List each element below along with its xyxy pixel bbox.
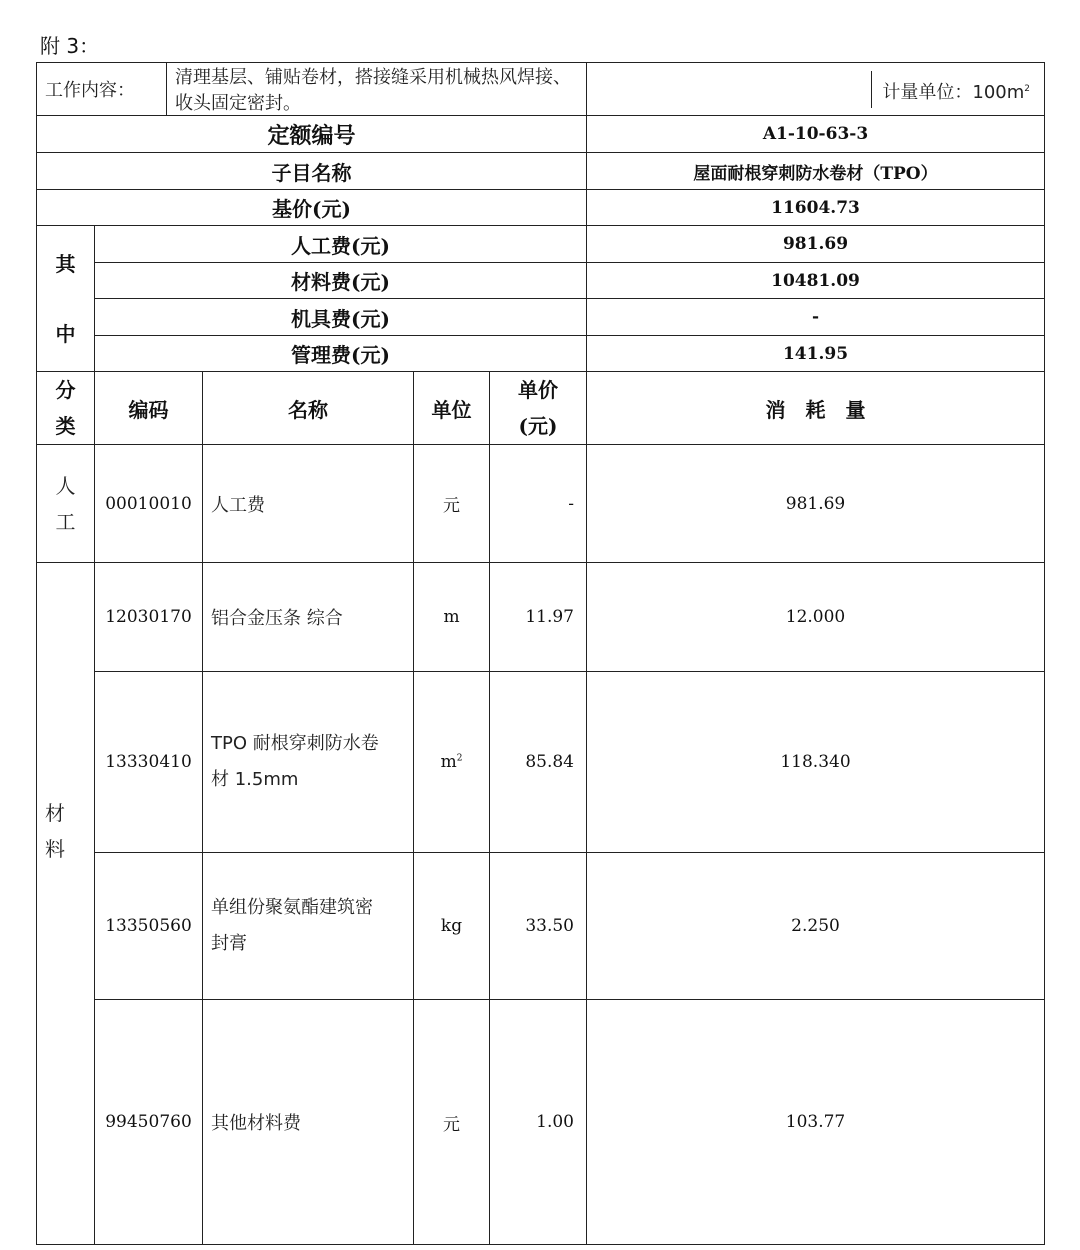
header-code: 编码 xyxy=(95,372,203,445)
among-top: 其 xyxy=(55,251,76,276)
table-row xyxy=(37,853,1045,1000)
among-bottom: 中 xyxy=(55,321,76,346)
category-labor-1: 人 xyxy=(55,473,76,498)
row-unit: 元 xyxy=(414,445,490,563)
row-unit xyxy=(414,672,490,853)
category-material-2: 料 xyxy=(45,837,65,861)
row-name: 其他材料费 xyxy=(203,1000,414,1245)
row-name-line2: 材 1.5mm xyxy=(211,769,299,790)
table-row xyxy=(37,563,1045,672)
row-name-line1: TPO 耐根穿刺防水卷 xyxy=(211,733,379,754)
work-content-text: 清理基层、铺贴卷材，搭接缝采用机械热风焊接、收头固定密封。 xyxy=(167,63,587,116)
row-name: 人工费 xyxy=(203,445,414,563)
header-category xyxy=(37,372,95,445)
row-code: 12030170 xyxy=(95,563,203,672)
mgmt-cost-row xyxy=(37,336,1045,372)
header-category-2: 类 xyxy=(55,414,76,438)
quota-number-label: 定额编号 xyxy=(37,116,587,153)
labor-cost-label: 人工费(元) xyxy=(95,226,587,263)
table-row xyxy=(37,445,1045,563)
row-code: 99450760 xyxy=(95,1000,203,1245)
table-row xyxy=(37,672,1045,853)
table-row xyxy=(37,1000,1045,1245)
header-category-1: 分 xyxy=(55,378,76,402)
row-name xyxy=(203,672,414,853)
row-unit-text: m xyxy=(440,752,457,772)
row-price: 11.97 xyxy=(490,563,587,672)
row-qty: 103.77 xyxy=(587,1000,1045,1245)
row-unit-sup: 2 xyxy=(456,753,463,764)
base-price-value: 11604.73 xyxy=(587,190,1045,226)
row-price: - xyxy=(490,445,587,563)
detail-header-row xyxy=(37,372,1045,445)
row-name-line1: 单组份聚氨酯建筑密 xyxy=(211,897,373,918)
row-price: 1.00 xyxy=(490,1000,587,1245)
mgmt-cost-value: 141.95 xyxy=(587,336,1045,372)
header-price-1: 单价 xyxy=(518,378,558,402)
row-code: 13350560 xyxy=(95,853,203,1000)
measure-unit-label: 计量单位：100m xyxy=(882,81,1025,103)
quota-number-row xyxy=(37,116,1045,153)
among-label xyxy=(37,226,95,372)
row-code: 13330410 xyxy=(95,672,203,853)
material-cost-label: 材料费(元) xyxy=(95,263,587,299)
header-unit: 单位 xyxy=(414,372,490,445)
attachment-label: 附 3： xyxy=(40,34,100,58)
row-unit: m xyxy=(414,563,490,672)
material-cost-row xyxy=(37,263,1045,299)
work-content-label: 工作内容： xyxy=(37,63,167,116)
mgmt-cost-label: 管理费(元) xyxy=(95,336,587,372)
row-name: 铝合金压条 综合 xyxy=(203,563,414,672)
header-price xyxy=(490,372,587,445)
machine-cost-row xyxy=(37,299,1045,336)
row-price: 85.84 xyxy=(490,672,587,853)
measure-unit-sup: 2 xyxy=(1024,83,1030,94)
row-price: 33.50 xyxy=(490,853,587,1000)
row-name xyxy=(203,853,414,1000)
row-qty: 12.000 xyxy=(587,563,1045,672)
row-qty: 2.250 xyxy=(587,853,1045,1000)
header-price-2: (元) xyxy=(518,414,558,438)
material-cost-value: 10481.09 xyxy=(587,263,1045,299)
base-price-label: 基价(元) xyxy=(37,190,587,226)
item-name-value: 屋面耐根穿刺防水卷材（TPO） xyxy=(587,153,1045,190)
category-material-1: 材 xyxy=(45,801,65,825)
category-labor xyxy=(37,445,95,563)
category-labor-2: 工 xyxy=(55,509,76,534)
row-qty: 118.340 xyxy=(587,672,1045,853)
machine-cost-value: - xyxy=(587,299,1045,336)
item-name-row xyxy=(37,153,1045,190)
quota-number-value: A1-10-63-3 xyxy=(587,116,1045,153)
category-material xyxy=(37,563,95,1245)
quota-table xyxy=(36,62,1045,1245)
work-content-row xyxy=(37,63,1045,116)
header-consumption: 消 耗 量 xyxy=(587,372,1045,445)
row-name-line2: 封膏 xyxy=(211,933,247,954)
row-unit: 元 xyxy=(414,1000,490,1245)
row-unit: kg xyxy=(414,853,490,1000)
row-qty: 981.69 xyxy=(587,445,1045,563)
labor-cost-row xyxy=(37,226,1045,263)
base-price-row xyxy=(37,190,1045,226)
labor-cost-value: 981.69 xyxy=(587,226,1045,263)
measure-unit xyxy=(587,63,1045,116)
header-name: 名称 xyxy=(203,372,414,445)
machine-cost-label: 机具费(元) xyxy=(95,299,587,336)
row-code: 00010010 xyxy=(95,445,203,563)
item-name-label: 子目名称 xyxy=(37,153,587,190)
